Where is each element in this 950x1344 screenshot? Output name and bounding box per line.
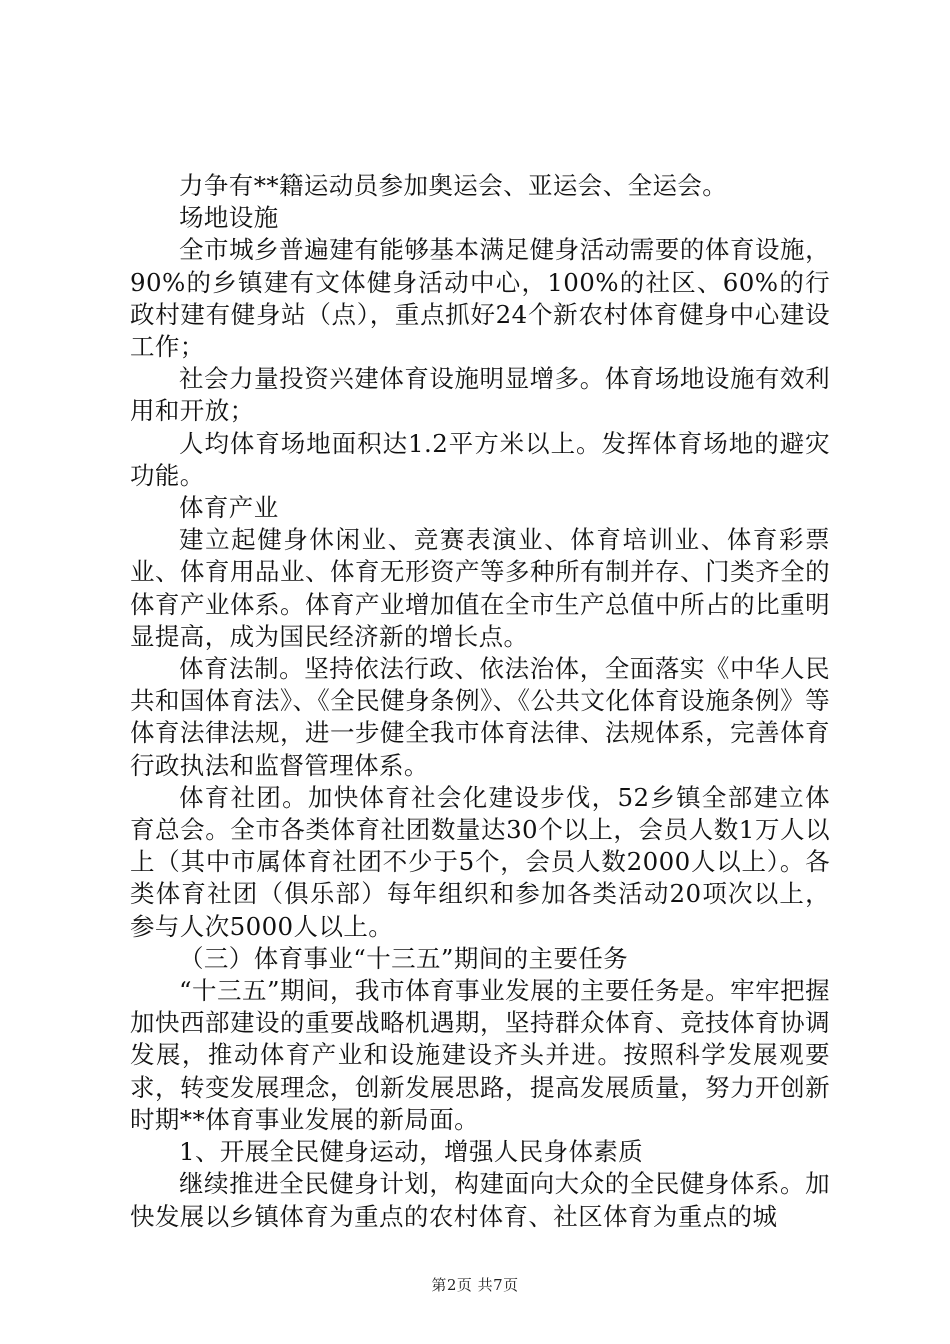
paragraph-social-investment: 社会力量投资兴建体育设施明显增多。体育场地设施有效利用和开放； [130, 364, 830, 426]
paragraph-athletes: 力争有**籍运动员参加奥运会、亚运会、全运会。 [179, 171, 728, 200]
paragraph-per-capita-area: 人均体育场地面积达1.2平方米以上。发挥体育场地的避灾功能。 [130, 428, 830, 490]
section-heading-main-tasks: （三）体育事业“十三五”期间的主要任务 [179, 943, 629, 973]
document-body [130, 170, 830, 1233]
section-heading-venues: 场地设施 [179, 203, 279, 233]
paragraph-industry-system: 建立起健身休闲业、竞赛表演业、体育培训业、体育彩票业、体育用品业、体育无形资产等多种所有制并存、门类齐全的体育产业体系。体育产业增加值在全市生产总值中所占的比重明显提高，成为国民经济新的增长点。 [130, 525, 830, 651]
paragraph-main-tasks: “十三五”期间，我市体育事业发展的主要任务是。牢牢把握加快西部建设的重要战略机遇期，坚持群众体育、竞技体育协调发展，推动体育产业和设施建设齐头并进。按照科学发展观要求，转变发展理念，创新发展思路，提高发展质量，努力开创新时期**体育事业发展的新局面。 [130, 976, 830, 1134]
paragraph-venues-coverage: 全市城乡普遍建有能够基本满足健身活动需要的体育设施，90%的乡镇建有文体健身活动中心，100%的社区、60%的行政村建有健身站（点），重点抓好24个新农村体育健身中心建设工作； [130, 235, 830, 362]
section-heading-fitness: 1、开展全民健身运动，增强人民身体素质 [179, 1137, 644, 1167]
paragraph-fitness-plan: 继续推进全民健身计划，构建面向大众的全民健身体系。加快发展以乡镇体育为重点的农村体育、社区体育为重点的城 [130, 1169, 830, 1231]
paragraph-sports-associations: 体育社团。加快体育社会化建设步伐，52乡镇全部建立体育总会。全市各类体育社团数量达30个以上，会员人数1万人以上（其中市属体育社团不少于5个，会员人数2000人以上）。各类体育社团（俱乐部）每年组织和参加各类活动20项次以上，参与人次5000人以上。 [130, 782, 830, 941]
section-heading-industry: 体育产业 [179, 493, 279, 523]
paragraph-sports-law: 体育法制。坚持依法行政、依法治体，全面落实《中华人民共和国体育法》、《全民健身条例》、《公共文化体育设施条例》等体育法律法规，进一步健全我市体育法律、法规体系，完善体育行政执法和监督管理体系。 [130, 654, 830, 780]
page-number-label: 第2页 共7页 [431, 1276, 519, 1294]
page-footer [0, 1274, 950, 1295]
